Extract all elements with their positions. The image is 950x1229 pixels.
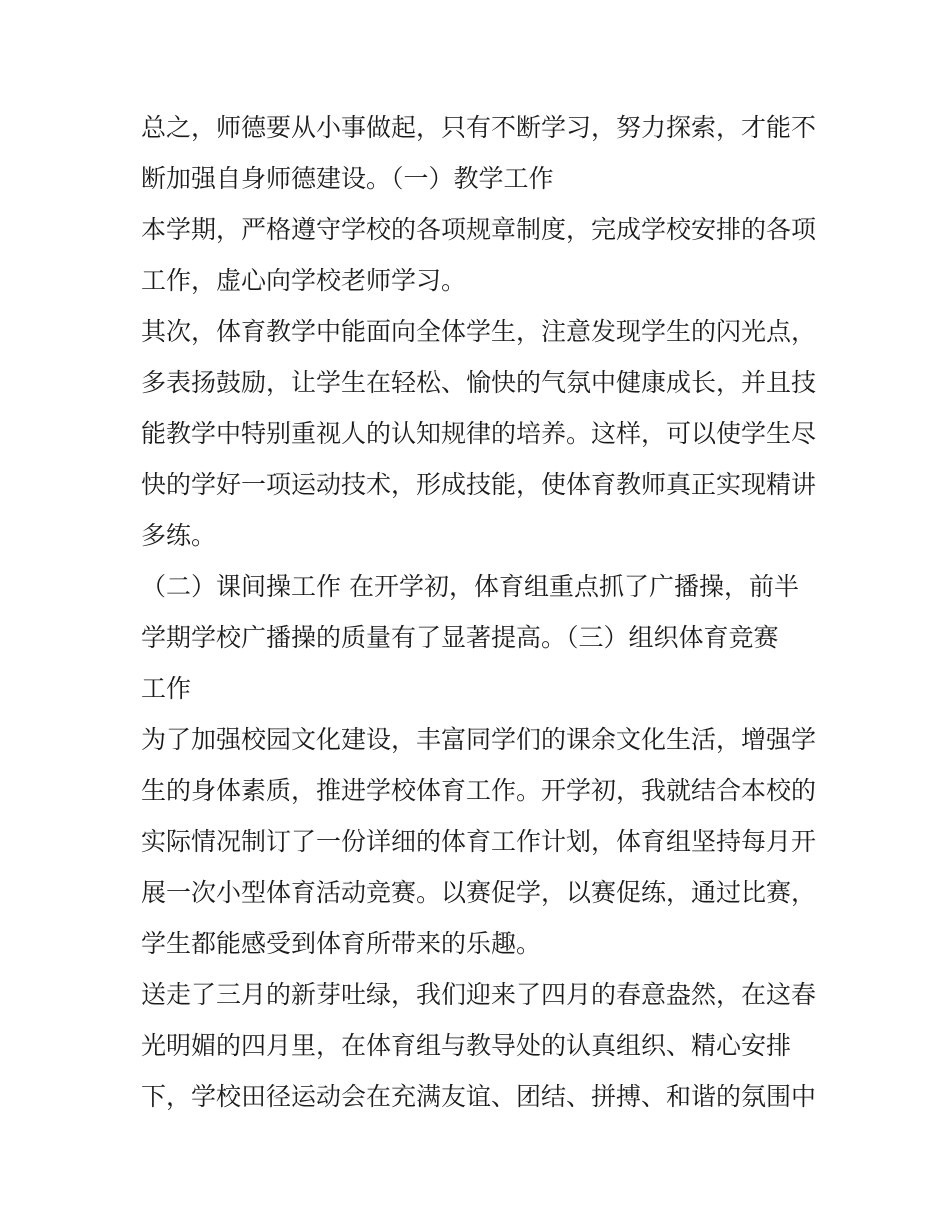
text-line: 工作 xyxy=(141,674,192,703)
text-line: 断加强自身师德建设。（一）教学工作 xyxy=(141,164,554,193)
text-line: 多练。 xyxy=(141,521,217,550)
text-line: 能教学中特别重视人的认知规律的培养。这样，可以使学生尽 xyxy=(141,419,817,448)
text-line: 为了加强校园文化建设，丰富同学们的课余文化生活，增强学 xyxy=(141,725,817,754)
text-line: 本学期，严格遵守学校的各项规章制度，完成学校安排的各项 xyxy=(141,215,817,244)
text-line: 其次，体育教学中能面向全体学生，注意发现学生的闪光点， xyxy=(141,317,817,346)
text-line: 总之，师德要从小事做起，只有不断学习，努力探索，才能不 xyxy=(141,113,817,142)
text-line: 送走了三月的新芽吐绿，我们迎来了四月的春意盎然，在这春 xyxy=(141,980,817,1009)
text-line: 下，学校田径运动会在充满友谊、团结、拼搏、和谐的氛围中 xyxy=(141,1082,817,1111)
text-line: 实际情况制订了一份详细的体育工作计划，体育组坚持每月开 xyxy=(141,827,817,856)
text-line: 生的身体素质，推进学校体育工作。开学初，我就结合本校的 xyxy=(141,776,817,805)
text-line: 快的学好一项运动技术，形成技能，使体育教师真正实现精讲 xyxy=(141,470,817,499)
text-line: 光明媚的四月里，在体育组与教导处的认真组织、精心安排 xyxy=(141,1031,792,1060)
text-line: （二）课间操工作 在开学初，体育组重点抓了广播操，前半 xyxy=(141,572,799,601)
text-line: 工作，虚心向学校老师学习。 xyxy=(141,266,467,295)
text-line: 多表扬鼓励，让学生在轻松、愉快的气氛中健康成长，并且技 xyxy=(141,368,817,397)
text-line: 展一次小型体育活动竞赛。以赛促学，以赛促练，通过比赛， xyxy=(141,878,817,907)
text-line: 学期学校广播操的质量有了显著提高。（三）组织体育竞赛 xyxy=(141,623,779,652)
text-line: 学生都能感受到体育所带来的乐趣。 xyxy=(141,929,542,958)
